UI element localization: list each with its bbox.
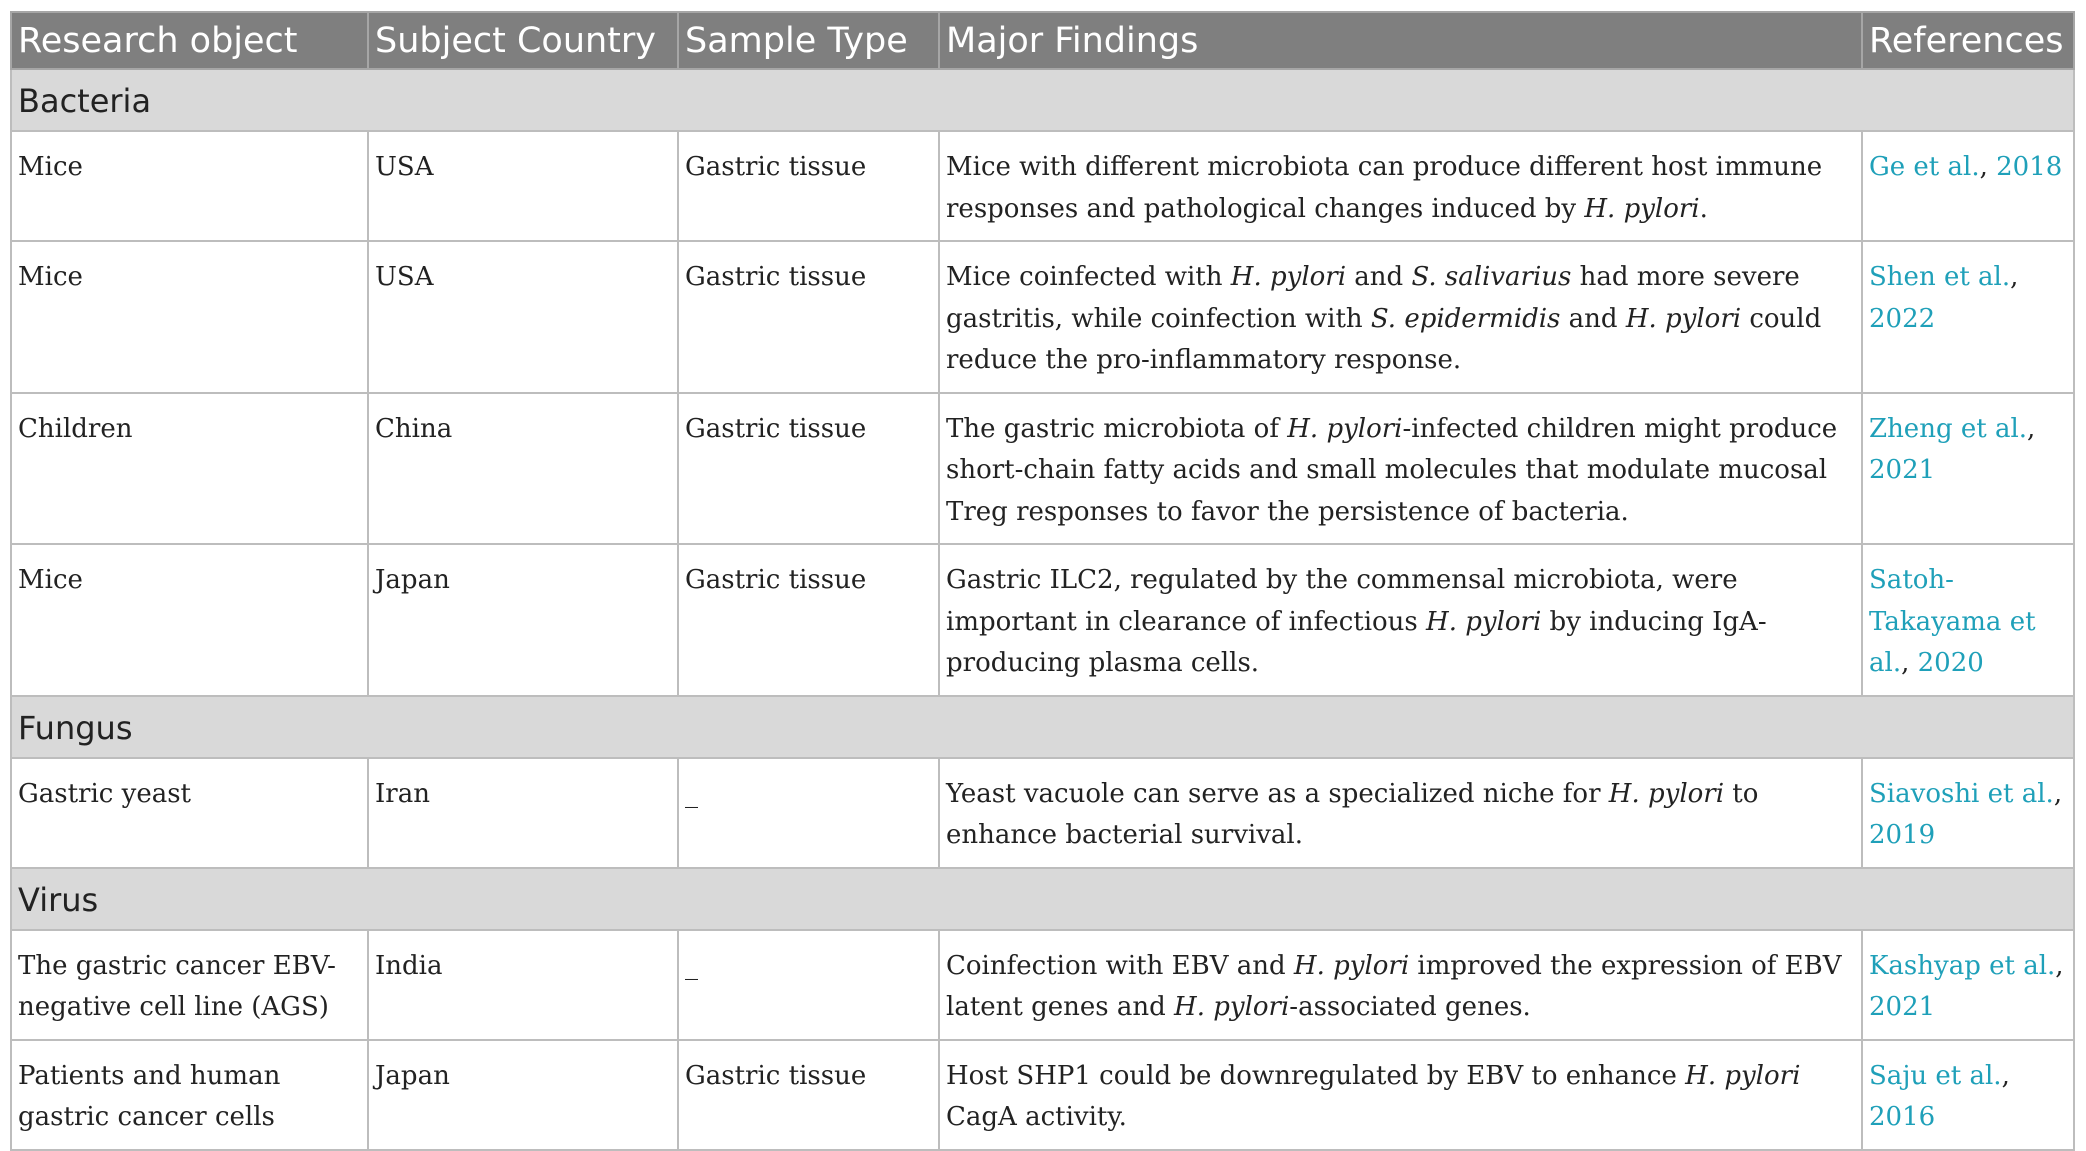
- reference-author-link[interactable]: Kashyap et al.: [1869, 950, 2056, 981]
- cell-subject-country: India: [368, 930, 678, 1040]
- table-row: [11, 930, 2074, 1040]
- cell-major-findings: [939, 758, 1862, 868]
- cell-research-object: The gastric cancer EBV-negative cell line (AGS): [11, 930, 368, 1040]
- reference-author-link[interactable]: Shen et al.: [1869, 262, 2011, 292]
- section-row: [11, 868, 2074, 930]
- reference-year-link[interactable]: 2018: [1996, 152, 2063, 182]
- species-name: H. pylori: [1426, 606, 1542, 637]
- cell-major-findings: [939, 1040, 1862, 1150]
- reference-separator: ,: [1979, 152, 1997, 182]
- reference-year-link[interactable]: 2016: [1869, 1102, 1936, 1132]
- table-row: [11, 131, 2074, 241]
- cell-sample-type: Gastric tissue: [678, 544, 939, 696]
- species-name: H. pylori: [1625, 303, 1742, 334]
- cell-reference: [1862, 758, 2074, 868]
- header-subject-country: Subject Country: [368, 12, 678, 69]
- cell-research-object: Mice: [11, 241, 368, 393]
- reference-separator: ,: [2001, 1060, 2010, 1091]
- reference-year-link[interactable]: 2020: [1917, 648, 1984, 678]
- cell-reference: [1862, 1040, 2074, 1150]
- cell-reference: [1862, 241, 2074, 393]
- reference-author-link[interactable]: Zheng et al.: [1869, 413, 2028, 444]
- reference-year-link[interactable]: 2022: [1869, 303, 1936, 334]
- cell-subject-country: USA: [368, 131, 678, 241]
- reference-author-link[interactable]: Satoh-Takayama et al.: [1869, 565, 2036, 678]
- findings-text: -infected children might produce short-chain fatty acids and small molecules that modulate mucosal Treg responses to favor the persistence of bacteria.: [946, 413, 1838, 527]
- cell-subject-country: USA: [368, 241, 678, 393]
- cell-research-object: Children: [11, 393, 368, 545]
- species-name: H. pylori: [1293, 950, 1410, 981]
- species-name: H. pylori: [1584, 193, 1700, 224]
- findings-text: and: [1560, 303, 1626, 334]
- findings-table-container: [10, 11, 2073, 1151]
- findings-text: Mice coinfected with: [946, 262, 1231, 292]
- section-title: Virus: [11, 868, 2074, 930]
- cell-research-object: Gastric yeast: [11, 758, 368, 868]
- reference-separator: ,: [1901, 648, 1918, 678]
- reference-separator: ,: [2010, 262, 2019, 292]
- species-name: S. epidermidis: [1370, 303, 1561, 334]
- reference-year-link[interactable]: 2021: [1869, 992, 1936, 1022]
- cell-sample-type: Gastric tissue: [678, 131, 939, 241]
- species-name: H. pylori: [1230, 262, 1347, 292]
- header-references: References: [1862, 12, 2074, 69]
- table-row: [11, 241, 2074, 393]
- cell-sample-type: _: [678, 758, 939, 868]
- findings-text: and: [1346, 262, 1412, 292]
- cell-major-findings: [939, 131, 1862, 241]
- table-header: [11, 12, 2074, 69]
- findings-text: .: [1699, 193, 1708, 224]
- findings-text: Yeast vacuole can serve as a specialized niche for: [946, 778, 1609, 809]
- header-row: [11, 12, 2074, 69]
- species-name: H. pylori: [1174, 992, 1290, 1022]
- table-row: [11, 393, 2074, 545]
- cell-major-findings: [939, 930, 1862, 1040]
- reference-year-link[interactable]: 2021: [1869, 455, 1936, 485]
- table-row: [11, 1040, 2074, 1150]
- reference-year-link[interactable]: 2019: [1869, 820, 1936, 850]
- findings-text: Mice with different microbiota can produce different host immune responses and pathological changes induced by: [946, 152, 1823, 224]
- species-name: H. pylori: [1685, 1060, 1801, 1091]
- cell-major-findings: [939, 241, 1862, 393]
- reference-separator: ,: [2055, 950, 2064, 981]
- reference-separator: ,: [2053, 778, 2063, 809]
- findings-text: improved the expression of EBV latent genes and: [946, 950, 1842, 1022]
- findings-text: could reduce the pro-inflammatory response.: [946, 303, 1822, 375]
- cell-major-findings: [939, 544, 1862, 696]
- cell-research-object: Mice: [11, 544, 368, 696]
- findings-text: had more severe gastritis, while coinfection with: [946, 262, 1800, 334]
- species-name: S. salivarius: [1411, 262, 1572, 292]
- cell-subject-country: Japan: [368, 1040, 678, 1150]
- cell-research-object: Mice: [11, 131, 368, 241]
- cell-major-findings: [939, 393, 1862, 545]
- cell-subject-country: China: [368, 393, 678, 545]
- table-body: [11, 69, 2074, 1150]
- header-research-object: Research object: [11, 12, 368, 69]
- findings-table: [10, 11, 2075, 1151]
- cell-reference: [1862, 544, 2074, 696]
- findings-text: CagA activity.: [946, 1102, 1127, 1132]
- cell-research-object: Patients and human gastric cancer cells: [11, 1040, 368, 1150]
- header-sample-type: Sample Type: [678, 12, 939, 69]
- reference-author-link[interactable]: Saju et al.: [1869, 1060, 2002, 1091]
- findings-text: The gastric microbiota of: [946, 413, 1288, 444]
- table-row: [11, 758, 2074, 868]
- section-row: [11, 69, 2074, 131]
- cell-reference: [1862, 393, 2074, 545]
- cell-sample-type: Gastric tissue: [678, 241, 939, 393]
- findings-text: Host SHP1 could be downregulated by EBV to enhance: [946, 1060, 1686, 1091]
- cell-subject-country: Iran: [368, 758, 678, 868]
- section-title: Fungus: [11, 696, 2074, 758]
- reference-author-link[interactable]: Siavoshi et al.: [1869, 778, 2054, 809]
- cell-reference: [1862, 930, 2074, 1040]
- table-row: [11, 544, 2074, 696]
- species-name: H. pylori: [1287, 413, 1403, 444]
- cell-sample-type: Gastric tissue: [678, 1040, 939, 1150]
- cell-subject-country: Japan: [368, 544, 678, 696]
- cell-sample-type: Gastric tissue: [678, 393, 939, 545]
- findings-text: Gastric ILC2, regulated by the commensal microbiota, were important in clearance of infectious: [946, 565, 1738, 637]
- findings-text: Coinfection with EBV and: [946, 950, 1294, 981]
- header-major-findings: Major Findings: [939, 12, 1862, 69]
- findings-text: by inducing IgA-producing plasma cells.: [946, 606, 1767, 678]
- reference-separator: ,: [2027, 413, 2036, 444]
- section-row: [11, 696, 2074, 758]
- section-title: Bacteria: [11, 69, 2074, 131]
- species-name: H. pylori: [1608, 778, 1725, 809]
- findings-text: to enhance bacterial survival.: [946, 778, 1759, 850]
- cell-reference: [1862, 131, 2074, 241]
- cell-sample-type: _: [678, 930, 939, 1040]
- reference-author-link[interactable]: Ge et al.: [1869, 152, 1980, 182]
- findings-text: -associated genes.: [1289, 992, 1531, 1022]
